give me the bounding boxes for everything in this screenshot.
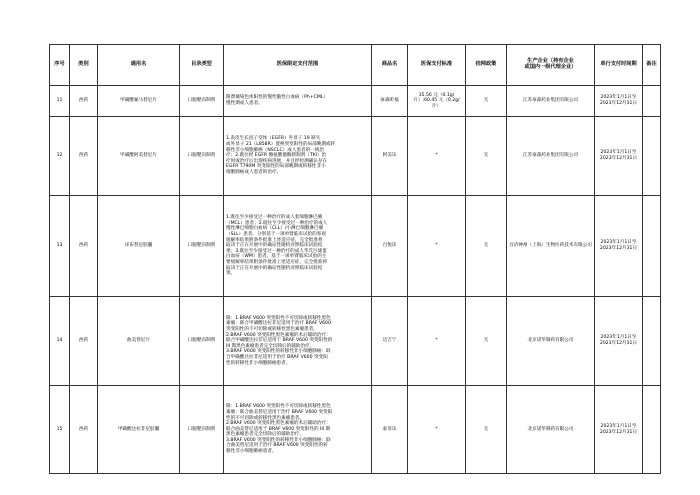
cell-scope-line: 取决于正在开展中的确证性随机对照临床试验结 <box>226 265 323 271</box>
cell-standard: * <box>408 386 466 474</box>
cell-scope-line: 限费城染色体阳性的慢性髓性白血病（Ph+CML） <box>226 95 328 101</box>
cell-remark <box>643 386 661 474</box>
cell-scope-line: 合甲磺酸达拉非尼适用于治疗 BRAF V600 突变阳 <box>226 354 328 360</box>
cell-period-line: 2023年12月31日 <box>599 341 638 346</box>
cell-scope-line: （SLL）患者。分别基于一项单臂临床试验的客观 <box>226 232 326 238</box>
cell-period-line: 2023年12月31日 <box>599 156 638 161</box>
cell-policy: 无 <box>466 117 507 196</box>
cell-generic-name: 甲磺酸阿美替尼片 <box>98 117 180 196</box>
cell-standard: * <box>408 297 466 386</box>
cell-remark <box>643 196 661 297</box>
header-policy: 挂网政策 <box>466 45 507 86</box>
cell-category: 西药 <box>70 386 98 474</box>
cell-scope-line: 联合甲磺酸达拉非尼适用于 BRAF V600 突变阳性的 <box>226 338 333 344</box>
cell-no: 11 <box>50 86 70 117</box>
cell-catalog-type: 口服靶向制剂 <box>180 386 224 474</box>
cell-no: 13 <box>50 196 70 297</box>
cell-catalog-type: 口服靶向制剂 <box>180 86 224 117</box>
cell-scope-line: 果。 <box>226 271 236 277</box>
cell-scope-line: 2.BRAF V600 突变阳性黑色素瘤的术后辅助治疗： <box>226 421 331 427</box>
header-generic-name: 通用名 <box>98 45 180 86</box>
cell-generic-name: 曲美替尼片 <box>98 297 180 386</box>
cell-period-line: 2023年1月1日至 <box>600 150 637 156</box>
cell-generic-name: 甲磺酸达拉非尼胶囊 <box>98 386 180 474</box>
cell-scope-line: 慢性淋巴细胞白血病（CLL）/小淋巴细胞淋巴瘤 <box>226 226 324 232</box>
cell-scope-line: 慢性期成人患者。 <box>226 101 263 106</box>
cell-period <box>595 196 643 297</box>
cell-scope-line: 移性非小细胞肺癌（NSCLC）成人患者的一线治 <box>226 147 325 153</box>
table-row <box>50 297 661 386</box>
cell-scope-line: 黑色素瘤患者完全切除后的辅助治疗。 <box>226 432 305 438</box>
cell-catalog-type: 口服靶向制剂 <box>180 297 224 386</box>
cell-scope <box>224 297 372 386</box>
table-row <box>50 196 661 297</box>
cell-period <box>595 386 643 474</box>
cell-scope-line: 性的转移性非小细胞肺癌患者。 <box>226 360 291 366</box>
header-catalog-type: 目录类型 <box>180 45 224 86</box>
cell-period-line: 2023年12月31日 <box>599 246 638 251</box>
document-page <box>49 44 660 474</box>
cell-catalog-type: 口服靶向制剂 <box>180 117 224 196</box>
cell-no: 12 <box>50 117 70 196</box>
cell-category: 西药 <box>70 196 98 297</box>
table-row <box>50 86 661 117</box>
cell-scope <box>224 386 372 474</box>
cell-company-line: 术有限公司 <box>568 243 592 249</box>
cell-scope-line: 3.BRAF V600 突变阳性的转移性非小细胞肺癌：联 <box>226 349 331 355</box>
cell-standard <box>408 86 466 117</box>
cell-scope-line: 2.BRAF V600 突变阳性黑色素瘤的术后辅助治疗： <box>226 332 331 338</box>
cell-scope-line: 取决于正在开展中的确证性随机对照临床试验结 <box>226 243 323 249</box>
cell-period-line: 2023年1月1日至 <box>600 95 637 101</box>
cell-period-line: 2023年1月1日至 <box>600 335 637 341</box>
header-remark: 备注 <box>643 45 661 86</box>
header-category: 类别 <box>70 45 98 86</box>
cell-product: 阿美乐 <box>372 117 408 196</box>
cell-scope-line: 白血症（WM）患者。基于一项单臂临床试验的主 <box>226 254 327 260</box>
cell-product: 百悦泽 <box>372 196 408 297</box>
cell-remark <box>643 117 661 196</box>
cell-scope-line: 限：1.BRAF V600 突变阳性不可切除或转移性黑色 <box>226 404 331 410</box>
cell-scope <box>224 86 372 117</box>
table-row <box>50 117 661 196</box>
cell-policy: 无 <box>466 386 507 474</box>
cell-standard: * <box>408 196 466 297</box>
cell-company-line: 百济神州（上海）生物医药技 <box>509 243 569 249</box>
cell-standard-line: 60.45 元（0.2g/片） <box>424 98 460 109</box>
cell-policy: 无 <box>466 86 507 117</box>
cell-scope-line: EGFR T790M 突变阳性的局部晚期或转移性非小 <box>226 164 326 170</box>
header-company-line: 或国内一级代理企业） <box>524 64 577 70</box>
cell-company: 江苏豪森药业集团有限公司 <box>507 86 595 117</box>
cell-standard: * <box>408 117 466 196</box>
drug-table <box>49 44 661 474</box>
cell-scope-line: 移性非小细胞肺癌患者。 <box>226 449 277 455</box>
cell-scope-line: 1.表皮生长因子受体（EGFR）外显子 19 缺失 <box>226 136 321 142</box>
header-scope: 医保限定支付范围 <box>224 45 372 86</box>
cell-company: 江苏豪森药业集团有限公司 <box>507 117 595 196</box>
cell-generic-name: 泽布替尼胶囊 <box>98 196 180 297</box>
header-row <box>50 45 661 86</box>
cell-category: 西药 <box>70 297 98 386</box>
cell-scope-line: 疗时或治疗后出现疾病进展，并且经检测确认存在 <box>226 158 328 164</box>
cell-period-line: 2023年1月1日至 <box>600 240 637 246</box>
cell-period-line: 2023年12月31日 <box>599 101 638 106</box>
cell-scope-line: 或外显子 21（L858R）置换突变阳性的局部晚期或转 <box>226 142 336 148</box>
cell-scope-line: 要缓解率结果附条件批准上述适应症，完全批准将 <box>226 259 328 265</box>
cell-scope-line: （MCL）患者；2.既往至少接受过一种治疗的成人 <box>226 220 328 226</box>
cell-scope-line: III 期黑色素瘤患者完全切除后的辅助治疗。 <box>226 343 315 349</box>
cell-scope-line: 1.既往至少接受过一种治疗的成人套细胞淋巴瘤 <box>226 215 323 221</box>
header-period: 单行支付时间期 <box>595 45 643 86</box>
cell-scope-line: 果；3.既往至少接受过一种治疗的成人华氏巨球蛋 <box>226 248 327 254</box>
cell-scope-line: 缓解率结果附条件批准上述适应症，完全批准将 <box>226 237 323 243</box>
cell-policy: 无 <box>466 196 507 297</box>
cell-scope-line: 限：1.BRAF V600 突变阳性不可切除或转移性黑色 <box>226 315 331 321</box>
cell-scope <box>224 196 372 297</box>
cell-category: 西药 <box>70 86 98 117</box>
cell-period <box>595 117 643 196</box>
cell-scope-line: 素瘤：联合曲美替尼适用于治疗 BRAF V600 突变阳 <box>226 409 333 415</box>
cell-period <box>595 297 643 386</box>
cell-company <box>507 196 595 297</box>
cell-product: 迈吉宁 <box>372 297 408 386</box>
table-row <box>50 386 661 474</box>
cell-no: 14 <box>50 297 70 386</box>
header-product: 商品名 <box>372 45 408 86</box>
cell-scope-line: 突变阳性的不可切除或转移性黑色素瘤患者。 <box>226 327 318 333</box>
cell-scope-line: 3.BRAF V600 突变阳性的转移性非小细胞肺癌：联 <box>226 437 331 443</box>
cell-scope-line: 合曲美替尼适用于治疗 BRAF V600 突变阳性的转 <box>226 443 328 449</box>
header-standard: 医保支付标准 <box>408 45 466 86</box>
header-company-line: 生产企业（持有企业 <box>527 58 574 65</box>
cell-scope-line: 素瘤：联合甲磺酸达拉非尼适用于治疗 BRAF V600 <box>226 321 331 327</box>
header-company <box>507 45 595 86</box>
cell-remark <box>643 297 661 386</box>
cell-scope-line: 细胞肺癌成人患者的治疗。 <box>226 169 282 175</box>
cell-scope-line: 联合曲美替尼适用于 BRAF V600 突变阳性的 III 期 <box>226 426 331 432</box>
cell-policy: 无 <box>466 297 507 386</box>
cell-company: 北京诺华制药有限公司 <box>507 386 595 474</box>
cell-period-line: 2023年1月1日至 <box>600 423 637 429</box>
cell-product: 泰菲乐 <box>372 386 408 474</box>
cell-no: 15 <box>50 386 70 474</box>
cell-generic-name: 甲磺酸氟马替尼片 <box>98 86 180 117</box>
cell-period <box>595 86 643 117</box>
cell-catalog-type: 口服靶向制剂 <box>180 196 224 297</box>
cell-scope <box>224 117 372 196</box>
cell-scope-line: 性的不可切除或转移性黑色素瘤患者。 <box>226 415 305 421</box>
cell-standard-line: 35.56 元（0.1g/片）; <box>413 92 455 104</box>
cell-product: 豪森昕福 <box>372 86 408 117</box>
cell-category: 西药 <box>70 117 98 196</box>
cell-remark <box>643 86 661 117</box>
cell-company: 北京诺华制药有限公司 <box>507 297 595 386</box>
cell-period-line: 2023年12月31日 <box>599 429 638 435</box>
cell-scope-line: 疗；2.既往经 EGFR 酪氨酸激酶抑制剂（TKI）治 <box>226 153 327 159</box>
header-no: 序号 <box>50 45 70 86</box>
